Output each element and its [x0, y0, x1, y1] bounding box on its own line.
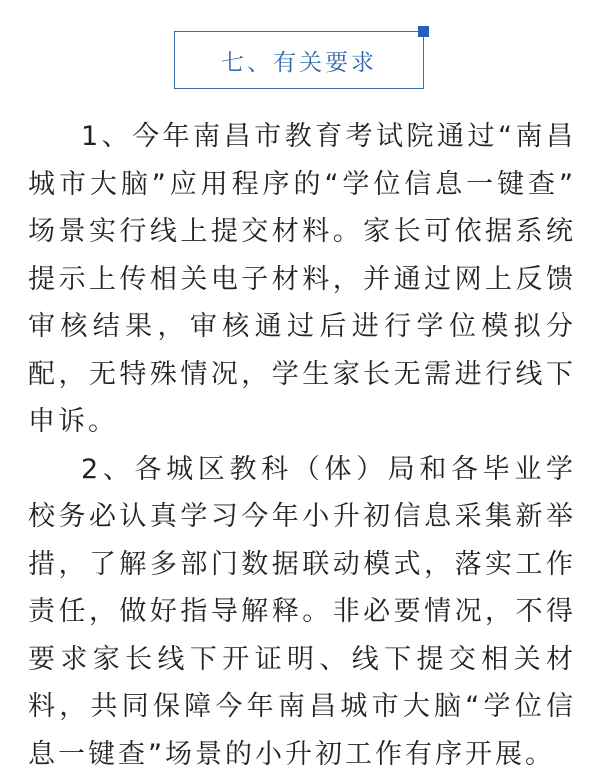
paragraph-1 — [0, 113, 600, 446]
text-line: 场景实行线上提交材料。家长可依据系统 — [28, 216, 576, 247]
heading-corner-marker — [418, 26, 429, 37]
text-line: 城市大脑”应用程序的“学位信息一键查” — [28, 168, 576, 200]
text-line: 配，无特殊情况，学生家长无需进行线下 — [28, 358, 576, 390]
text-line: 息一键查”场景的小升初工作有序开展。 — [28, 738, 555, 770]
text-line: 责任，做好指导解释。非必要情况，不得 — [28, 596, 576, 627]
text-line: 审核结果，审核通过后进行学位模拟分 — [28, 311, 576, 342]
text-line: 2、各城区教科（体）局和各毕业学 — [81, 453, 576, 485]
article-body — [0, 113, 600, 778]
text-line: 1、今年南昌市教育考试院通过“南昌 — [81, 121, 576, 152]
section-heading: 七、有关要求 — [221, 49, 377, 76]
text-line: 提示上传相关电子材料，并通过网上反馈 — [28, 263, 576, 295]
text-line: 校务必认真学习今年小升初信息采集新举 — [28, 501, 576, 532]
paragraph-2 — [0, 446, 600, 779]
text-line: 要求家长线下开证明、线下提交相关材 — [28, 643, 576, 675]
text-line: 申诉。 — [28, 406, 118, 437]
text-line: 料，共同保障今年南昌城市大脑“学位信 — [28, 691, 576, 722]
text-line: 措，了解多部门数据联动模式，落实工作 — [28, 548, 576, 580]
section-heading-box — [174, 31, 424, 89]
